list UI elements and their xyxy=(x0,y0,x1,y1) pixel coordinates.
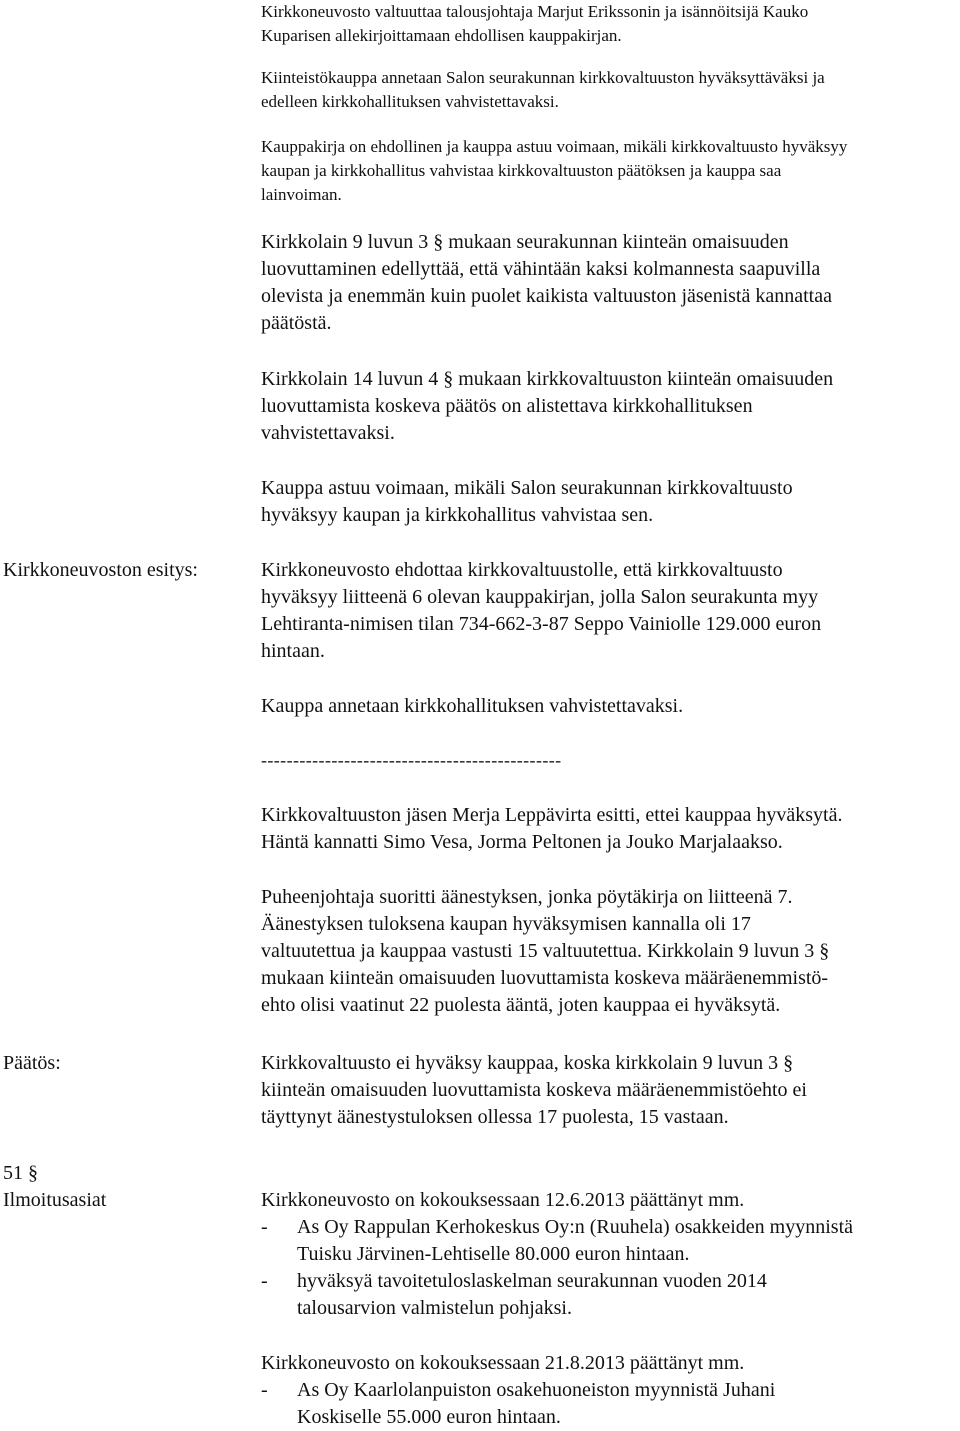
notices-intro: Kirkkoneuvosto on kokouksessaan 12.6.2013 päättänyt mm. xyxy=(261,1189,745,1211)
notices-intro: Kirkkoneuvosto on kokouksessaan 21.8.2013 päättänyt mm. xyxy=(261,1352,745,1374)
text-line: luovuttaminen edellyttää, että vähintään kaksi kolmannesta saapuvilla xyxy=(261,258,821,280)
text-line: kiinteän omaisuuden luovuttamista koskeva määräenemmistöehto ei xyxy=(261,1079,807,1101)
list-bullet: - xyxy=(261,1270,268,1292)
text-line: Kuparisen allekirjoittamaan ehdollisen kauppakirjan. xyxy=(261,26,622,45)
text-line: Puheenjohtaja suoritti äänestyksen, jonka pöytäkirja on liitteenä 7. xyxy=(261,886,793,908)
paragraph-objection xyxy=(261,802,956,856)
paragraph-decision xyxy=(261,1050,956,1131)
list-item xyxy=(261,1377,956,1431)
paragraph-proposal-ratification xyxy=(261,693,956,720)
text-line: valtuutettua ja kauppaa vastusti 15 valtuutettua. Kirkkolain 9 luvun 3 § xyxy=(261,940,830,962)
paragraph-referral xyxy=(261,66,956,114)
text-line: Kirkkolain 14 luvun 4 § mukaan kirkkovaltuuston kiinteän omaisuuden xyxy=(261,368,834,390)
notices-block-1 xyxy=(261,1187,956,1322)
notices-label: Ilmoitusasiat xyxy=(3,1189,107,1211)
list-bullet: - xyxy=(261,1379,268,1401)
text-line: hintaan. xyxy=(261,640,325,662)
list-item xyxy=(261,1268,956,1322)
paragraph-conditional-contract xyxy=(261,135,956,207)
paragraph-authorization xyxy=(261,0,956,48)
text-line: hyväksyy liitteenä 6 olevan kauppakirjan, jolla Salon seurakunta myy xyxy=(261,586,819,608)
text-line: Kirkkolain 9 luvun 3 § mukaan seurakunnan kiinteän omaisuuden xyxy=(261,231,789,253)
paragraph-proposal xyxy=(261,557,956,665)
section-number: 51 § xyxy=(3,1162,38,1184)
text-line: täyttynyt äänestystuloksen ollessa 17 puolesta, 15 vastaan. xyxy=(261,1106,729,1128)
text-line: päätöstä. xyxy=(261,312,332,334)
text-line: talousarvion valmistelun pohjaksi. xyxy=(297,1297,572,1319)
text-line: ehto olisi vaatinut 22 puolesta ääntä, joten kauppaa ei hyväksytä. xyxy=(261,994,781,1016)
text-line: edelleen kirkkohallituksen vahvistettavaksi. xyxy=(261,92,559,111)
text-line: Koskiselle 55.000 euron hintaan. xyxy=(297,1406,561,1428)
text-line: hyväksyä tavoitetuloslaskelman seurakunnan vuoden 2014 xyxy=(297,1270,767,1292)
text-line: mukaan kiinteän omaisuuden luovuttamista koskeva määräenemmistö- xyxy=(261,967,829,989)
text-line: Äänestyksen tuloksena kaupan hyväksymisen kannalla oli 17 xyxy=(261,913,751,935)
text-line: luovuttamista koskeva päätös on alistettava kirkkohallituksen xyxy=(261,395,753,417)
list-bullet: - xyxy=(261,1216,268,1238)
text-line: Tuisku Järvinen-Lehtiselle 80.000 euron hintaan. xyxy=(297,1243,690,1265)
paragraph-vote xyxy=(261,884,956,1019)
text-line: kaupan ja kirkkohallitus vahvistaa kirkkovaltuuston päätöksen ja kauppa saa xyxy=(261,161,782,180)
text-line: hyväksyy kaupan ja kirkkohallitus vahvistaa sen. xyxy=(261,504,654,526)
decision-label: Päätös: xyxy=(3,1052,61,1074)
text-line: Kirkkovaltuuston jäsen Merja Leppävirta esitti, ettei kauppaa hyväksytä. xyxy=(261,804,843,826)
text-line: Kirkkoneuvosto valtuuttaa talousjohtaja Marjut Erikssonin ja isännöitsijä Kauko xyxy=(261,2,809,21)
paragraph-entry-into-force xyxy=(261,475,956,529)
text-line: Kirkkovaltuusto ei hyväksy kauppaa, koska kirkkolain 9 luvun 3 § xyxy=(261,1052,794,1074)
separator-dashes: ----------------------------------------------- xyxy=(261,750,562,770)
text-line: Lehtiranta-nimisen tilan 734-662-3-87 Seppo Vainiolle 129.000 euron xyxy=(261,613,822,635)
text-line: vahvistettavaksi. xyxy=(261,422,395,444)
text-line: olevista ja enemmän kuin puolet kaikista valtuuston jäsenistä kannattaa xyxy=(261,285,832,307)
proposal-label: Kirkkoneuvoston esitys: xyxy=(3,559,198,581)
text-line: Kirkkoneuvosto ehdottaa kirkkovaltuustolle, että kirkkovaltuusto xyxy=(261,559,783,581)
text-line: Kauppakirja on ehdollinen ja kauppa astuu voimaan, mikäli kirkkovaltuusto hyväksyy xyxy=(261,137,848,156)
text-line: As Oy Rappulan Kerhokeskus Oy:n (Ruuhela) osakkeiden myynnistä xyxy=(297,1216,854,1238)
text-line: Kauppa annetaan kirkkohallituksen vahvistettavaksi. xyxy=(261,695,684,717)
text-line: Kiinteistökauppa annetaan Salon seurakunnan kirkkovaltuuston hyväksyttäväksi ja xyxy=(261,68,825,87)
list-item xyxy=(261,1214,956,1268)
paragraph-church-law-14-4 xyxy=(261,366,956,447)
text-line: Häntä kannatti Simo Vesa, Jorma Peltonen ja Jouko Marjalaakso. xyxy=(261,831,783,853)
notices-block-2 xyxy=(261,1350,956,1431)
paragraph-church-law-9-3 xyxy=(261,229,956,337)
text-line: As Oy Kaarlolanpuiston osakehuoneiston myynnistä Juhani xyxy=(297,1379,776,1401)
text-line: lainvoiman. xyxy=(261,185,342,204)
text-line: Kauppa astuu voimaan, mikäli Salon seurakunnan kirkkovaltuusto xyxy=(261,477,793,499)
